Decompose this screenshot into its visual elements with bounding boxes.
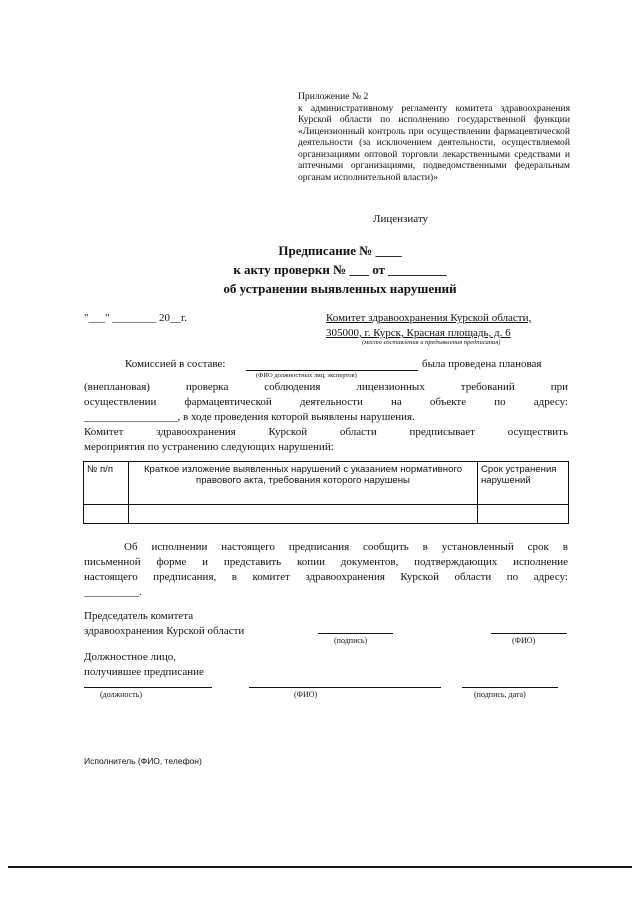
table-header-deadline: Срок устранения нарушений <box>478 462 569 505</box>
commission-caption: (ФИО должностных лиц, экспертов) <box>256 372 357 379</box>
official-fio-line <box>249 687 441 688</box>
paragraph2-line3: настоящего предписания, в комитет здравоохранения Курской области по адресу: <box>84 571 568 583</box>
appendix-title: Приложение № 2 <box>298 91 369 102</box>
executor-note: Исполнитель (ФИО, телефон) <box>84 756 202 766</box>
chairman-label-line2: здравоохранения Курской области <box>84 625 245 637</box>
date-line: "___" ________ 20__г. <box>84 312 188 324</box>
table-row <box>84 505 569 524</box>
chairman-label-line1: Председатель комитета <box>84 610 194 622</box>
paragraph1-line2: (внеплановая) проверка соблюдения лицензионных требований при <box>84 381 568 393</box>
document-title-line1: Предписание № ____ <box>278 243 402 258</box>
paragraph1-line4: _________________, в ходе проведения которой выявлены нарушения. <box>84 411 415 423</box>
paragraph2-line4: __________. <box>84 586 142 598</box>
commission-fill-line <box>246 370 418 371</box>
table-cell-empty <box>84 505 129 524</box>
table-cell-empty <box>129 505 478 524</box>
official-label-line1: Должностное лицо, <box>84 651 176 663</box>
paragraph1-line5: Комитет здравоохранения Курской области предписывает осуществить <box>84 426 568 438</box>
place-line2: 305000, г. Курск, Красная площадь, д. 6 <box>326 327 511 339</box>
addressee: Лицензиату <box>373 213 428 225</box>
paragraph2-line1 <box>84 541 568 553</box>
official-signature-date-line <box>462 687 558 688</box>
chairman-signature-line <box>318 633 393 634</box>
official-signature-date-caption: (подпись, дата) <box>474 690 526 699</box>
place-caption: (место составления и предъявления предписания) <box>362 339 501 346</box>
official-position-caption: (должность) <box>100 690 142 699</box>
official-label-line2: получившее предписание <box>84 666 204 678</box>
appendix-text: к административному регламенту комитета здравоохранения Курской области по исполнению государственной функции «Лицензионный контроль при осуществлении фармацевтической деятельности (за исключением деятельности, осуществляемой организациями оптовой торговли лекарственными средствами и аптечными организациями, подведомственными федеральным органам исполнительной власти)» <box>298 102 570 183</box>
chairman-label <box>84 609 244 639</box>
table-header-row <box>84 462 569 505</box>
place-block <box>326 311 531 341</box>
place-line1: Комитет здравоохранения Курской области, <box>326 312 532 324</box>
paragraph2-line2: письменной форме и представить копии документов, подтверждающих исполнение <box>84 556 568 568</box>
official-fio-caption: (ФИО) <box>294 690 318 699</box>
table-header-description: Краткое изложение выявленных нарушений с указанием нормативного правового акта, требования которого нарушены <box>129 462 478 505</box>
paragraph1-line3: осуществлении фармацевтической деятельности на объекте по адресу: <box>84 396 568 408</box>
chairman-fio-line <box>491 633 567 634</box>
commission-label: Комиссией в составе: <box>125 358 226 370</box>
official-label <box>84 650 204 680</box>
commission-end: была проведена плановая <box>422 358 542 370</box>
table-cell-empty <box>478 505 569 524</box>
official-position-line <box>84 687 212 688</box>
violations-table <box>83 461 569 524</box>
chairman-fio-caption: (ФИО) <box>512 636 536 645</box>
appendix-block <box>298 91 570 183</box>
chairman-signature-caption: (подпись) <box>334 636 368 645</box>
paragraph2-line1-text: Об исполнении настоящего предписания сообщить в установленный срок в <box>124 541 568 553</box>
document-title-line3: об устранении выявленных нарушений <box>223 281 457 296</box>
paragraph1-line6: мероприятия по устранению следующих нарушений: <box>84 441 334 453</box>
bottom-rule <box>8 866 632 868</box>
table-header-number: № п/п <box>84 462 129 505</box>
document-title-line2: к акту проверки № ___ от _________ <box>233 262 447 277</box>
